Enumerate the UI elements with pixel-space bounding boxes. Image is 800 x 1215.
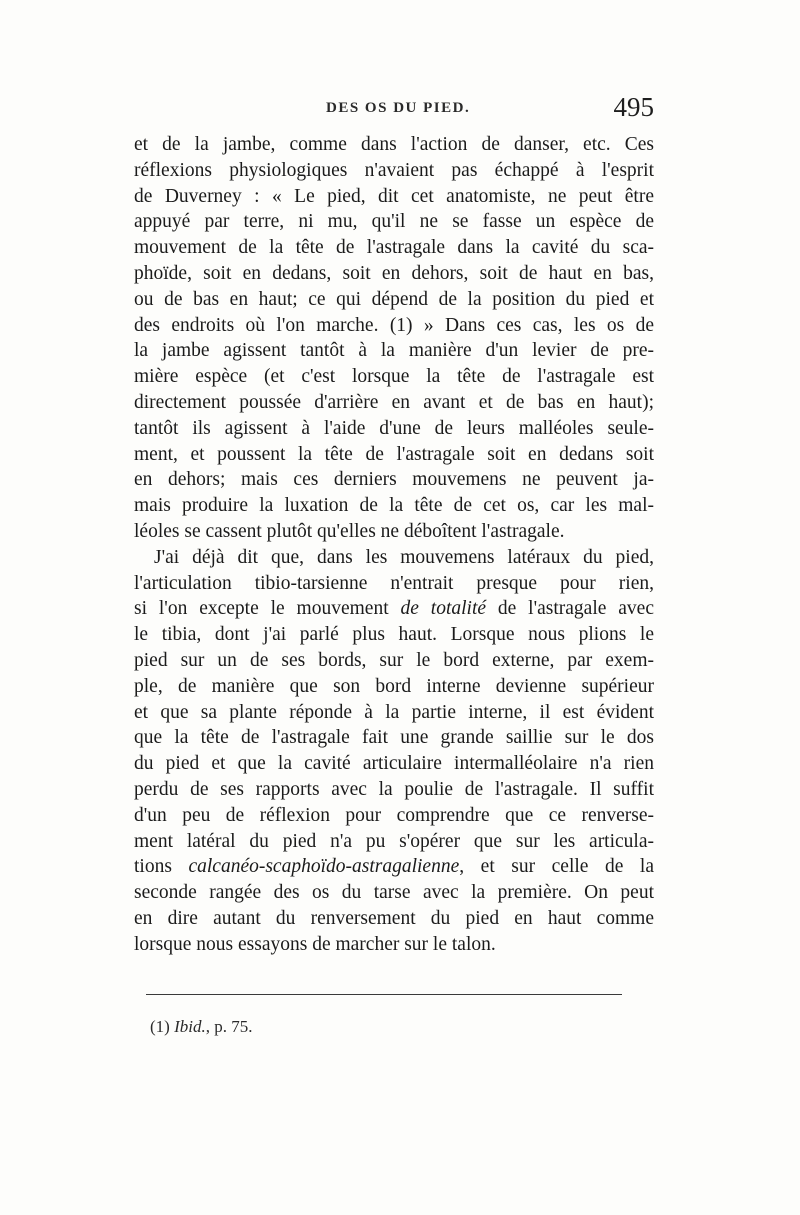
emphasized-term: calcanéo-scaphoïdo-astragalienne xyxy=(188,856,460,878)
text-line: en dehors; mais ces derniers mouvemens ne peuvent ja- xyxy=(134,469,654,491)
text-line: mouvement de la tête de l'astragale dans la cavité du sca- xyxy=(134,237,654,259)
text-line: directement poussée d'arrière en avant et de bas en haut); xyxy=(134,391,654,413)
text-line: ment, et poussent la tête de l'astragale soit en dedans soit xyxy=(134,443,654,465)
text-line: perdu de ses rapports avec la poulie de l'astragale. Il suffit xyxy=(134,778,654,800)
text-line: ple, de manière que son bord interne devienne supérieur xyxy=(134,675,654,697)
running-title: DES OS DU PIED. xyxy=(326,100,471,116)
body-text xyxy=(134,132,654,958)
page-number: 495 xyxy=(613,92,654,122)
emphasized-term: de totalité xyxy=(400,598,487,620)
text-line: de Duverney : « Le pied, dit cet anatomiste, ne peut être xyxy=(134,185,654,207)
text-line: mière espèce (et c'est lorsque la tête de l'astragale est xyxy=(134,366,654,388)
text-line: d'un peu de réflexion pour comprendre que ce renverse- xyxy=(134,804,654,826)
text-line: et de la jambe, comme dans l'action de danser, etc. Ces xyxy=(134,134,654,155)
text-line: la jambe agissent tantôt à la manière d'un levier de pre- xyxy=(134,340,654,362)
text-line: l'articulation tibio-tarsienne n'entrait presque pour rien, xyxy=(134,572,654,594)
text-line: le tibia, dont j'ai parlé plus haut. Lorsque nous plions le xyxy=(134,624,654,646)
text-line: seconde rangée des os du tarse avec la première. On peut xyxy=(134,882,654,904)
footnote-marker: (1) xyxy=(150,1017,170,1036)
text-line: lorsque nous essayons de marcher sur le talon. xyxy=(134,933,496,955)
text-line: tantôt ils agissent à l'aide d'une de leurs malléoles seule- xyxy=(134,417,654,439)
text-line: en dire autant du renversement du pied en haut comme xyxy=(134,907,654,929)
text-line: des endroits où l'on marche. (1) » Dans ces cas, les os de xyxy=(134,314,654,336)
running-head xyxy=(134,94,654,124)
text-line: ou de bas en haut; ce qui dépend de la position du pied et xyxy=(134,288,654,310)
text-line: léoles se cassent plutôt qu'elles ne déboîtent l'astragale. xyxy=(134,520,565,542)
text-line: tions calcanéo-scaphoïdo-astragalienne, et sur celle de la xyxy=(134,856,654,878)
text-line: mais produire la luxation de la tête de cet os, car les mal- xyxy=(134,495,654,517)
text-line: J'ai déjà dit que, dans les mouvemens latéraux du pied, xyxy=(154,546,654,568)
footnote xyxy=(150,1017,252,1037)
text-line: phoïde, soit en dedans, soit en dehors, soit de haut en bas, xyxy=(134,262,654,284)
text-line: du pied et que la cavité articulaire intermalléolaire n'a rien xyxy=(134,753,654,775)
text-line: et que sa plante réponde à la partie interne, il est évident xyxy=(134,701,654,723)
text-line: réflexions physiologiques n'avaient pas échappé à l'esprit xyxy=(134,159,654,181)
text-line: pied sur un de ses bords, sur le bord externe, par exem- xyxy=(134,649,654,671)
text-line: si l'on excepte le mouvement de totalité de l'astragale avec xyxy=(134,598,654,620)
text-line: que la tête de l'astragale fait une grande saillie sur le dos xyxy=(134,727,654,749)
text-line: appuyé par terre, ni mu, qu'il ne se fasse un espèce de xyxy=(134,211,654,233)
footnote-divider xyxy=(146,994,622,995)
footnote-page-ref: , p. 75. xyxy=(205,1017,253,1036)
text-line: ment latéral du pied n'a pu s'opérer que sur les articula- xyxy=(134,830,654,852)
footnote-source: Ibid. xyxy=(174,1017,206,1036)
